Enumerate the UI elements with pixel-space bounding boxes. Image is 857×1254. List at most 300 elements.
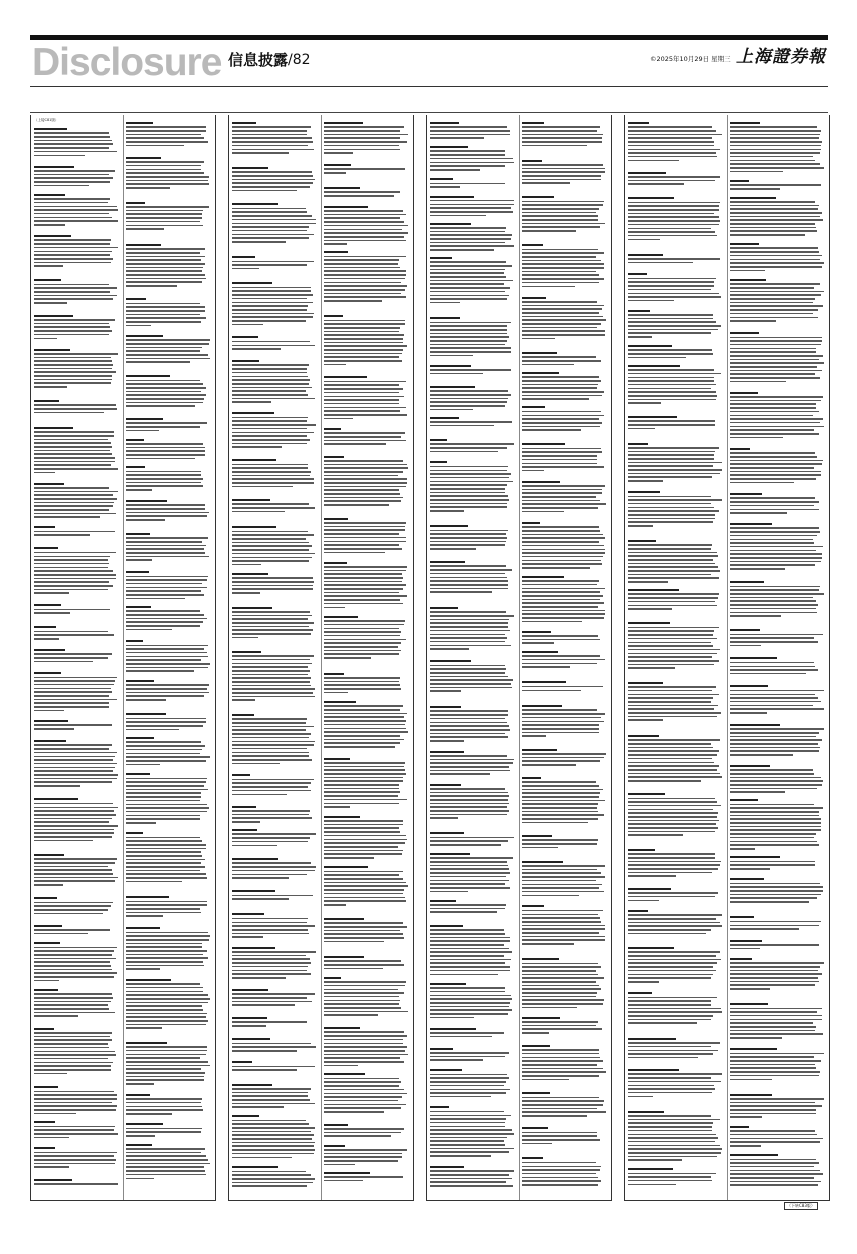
text-line (232, 439, 310, 441)
paragraph-heading-line (232, 607, 272, 609)
text-line (628, 1019, 711, 1021)
text-line (522, 728, 599, 730)
text-line (324, 384, 399, 386)
announcement-paragraph (430, 386, 514, 413)
text-line (522, 713, 605, 715)
text-line (324, 293, 401, 295)
text-line (34, 439, 108, 441)
paragraph-heading-line (126, 1144, 152, 1146)
text-line (430, 883, 505, 885)
text-line (34, 873, 113, 875)
text-line (430, 908, 505, 910)
text-line (430, 929, 504, 931)
paragraph-heading-line (126, 202, 145, 204)
text-line (730, 973, 822, 975)
text-line (126, 552, 205, 554)
text-line (730, 411, 819, 413)
text-line (324, 225, 408, 227)
text-line (430, 872, 510, 874)
text-line (730, 844, 819, 846)
text-line (126, 314, 200, 316)
text-line (628, 861, 721, 863)
text-line (34, 818, 112, 820)
text-line (430, 584, 508, 586)
announcement-paragraph (126, 375, 210, 409)
text-line (730, 608, 816, 610)
announcement-paragraph (232, 651, 316, 703)
paragraph-heading-line (232, 360, 259, 362)
announcement-paragraph (522, 372, 606, 402)
text-line (628, 336, 652, 338)
text-line (324, 728, 406, 730)
text-line (324, 746, 395, 748)
text-line (126, 1020, 208, 1022)
text-line (730, 156, 813, 158)
text-line (232, 786, 308, 788)
text-line (34, 213, 109, 215)
announcement-paragraph (324, 1172, 408, 1184)
announcement-paragraph (430, 1048, 514, 1063)
text-line (126, 1079, 204, 1081)
text-line (628, 1015, 713, 1017)
announcement-paragraph (324, 456, 408, 508)
text-line (324, 500, 401, 502)
text-line (126, 699, 166, 701)
text-line (730, 589, 819, 591)
text-line (522, 822, 588, 824)
announcement-paragraph (730, 243, 824, 273)
paragraph-heading-line (522, 372, 559, 374)
announcement-paragraph (730, 523, 824, 572)
text-line (522, 895, 579, 897)
text-line (232, 794, 287, 796)
text-line (324, 274, 406, 276)
announcement-paragraph (522, 651, 606, 670)
text-line (730, 149, 821, 151)
text-line (522, 395, 602, 397)
text-line (730, 426, 824, 428)
text-line (522, 1032, 549, 1034)
text-line (126, 1065, 210, 1067)
text-line (730, 320, 776, 322)
text-line (430, 679, 513, 681)
text-line (628, 933, 706, 935)
text-line (232, 394, 308, 396)
text-line (232, 182, 313, 184)
text-line (430, 788, 505, 790)
text-line (34, 1137, 69, 1139)
text-line (430, 755, 507, 757)
text-line (628, 296, 721, 298)
paragraph-heading-line (232, 167, 268, 169)
text-line (730, 921, 821, 923)
text-line (126, 943, 202, 945)
text-line (522, 463, 597, 465)
text-line (324, 320, 405, 322)
text-line (126, 859, 205, 861)
text-line (430, 991, 505, 993)
text-line (730, 298, 815, 300)
text-line (628, 258, 720, 260)
text-line (34, 1008, 109, 1010)
text-line (730, 1177, 814, 1179)
text-line (730, 944, 819, 946)
text-line (232, 744, 314, 746)
text-line (430, 1056, 505, 1058)
text-line (430, 183, 505, 185)
text-line (628, 525, 653, 527)
announcement-paragraph (324, 956, 408, 971)
text-line (324, 137, 400, 139)
text-line (628, 424, 715, 426)
text-line (232, 1106, 284, 1108)
text-line (232, 175, 313, 177)
announcement-paragraph (34, 1179, 118, 1187)
text-line (232, 633, 311, 635)
text-line (730, 509, 819, 511)
paragraph-heading-line (34, 649, 65, 651)
text-line (126, 822, 156, 824)
text-line (522, 936, 605, 938)
text-line (232, 997, 307, 999)
text-line (522, 356, 596, 358)
announcement-paragraph (34, 349, 118, 390)
masthead-bottom-rule (30, 86, 828, 87)
text-line (126, 354, 208, 356)
text-line (34, 724, 112, 726)
text-line (628, 548, 711, 550)
text-line (522, 760, 600, 762)
text-line (730, 251, 819, 253)
text-line (232, 737, 309, 739)
text-line (430, 1092, 506, 1094)
text-line (324, 504, 389, 506)
text-line (232, 478, 314, 480)
text-line (34, 767, 115, 769)
text-line (324, 403, 399, 405)
text-line (430, 803, 509, 805)
text-line (232, 467, 308, 469)
announcement-paragraph (324, 518, 408, 556)
text-line (522, 422, 602, 424)
text-line (628, 997, 717, 999)
text-line (34, 170, 115, 172)
text-line (730, 407, 816, 409)
announcement-paragraph (628, 540, 722, 585)
text-line (522, 876, 605, 878)
text-line (232, 814, 309, 816)
masthead-top-rule (30, 35, 828, 40)
text-line (430, 150, 505, 152)
text-line (522, 999, 604, 1001)
text-line (126, 904, 207, 906)
announcement-paragraph (126, 606, 210, 633)
text-line (34, 688, 111, 690)
text-line (430, 215, 486, 217)
text-line (522, 996, 596, 998)
text-line (730, 205, 819, 207)
text-line (232, 622, 314, 624)
announcement-paragraph (324, 866, 408, 907)
text-line (628, 126, 712, 128)
text-line (730, 340, 822, 342)
text-line (730, 373, 815, 375)
text-line (522, 212, 596, 214)
text-line (34, 174, 109, 176)
text-line (126, 629, 172, 631)
announcement-paragraph (628, 310, 722, 340)
text-line (730, 463, 822, 465)
paragraph-heading-line (34, 1121, 55, 1123)
text-line (730, 1113, 816, 1115)
text-line (324, 599, 400, 601)
paragraph-heading-line (324, 376, 367, 378)
text-line (522, 338, 555, 340)
text-line (232, 383, 309, 385)
text-line (232, 560, 309, 562)
text-line (730, 1067, 816, 1069)
text-line (628, 1057, 698, 1059)
text-line (628, 892, 718, 894)
text-line (126, 901, 207, 903)
text-line (232, 443, 307, 445)
text-line (232, 1138, 312, 1140)
paragraph-heading-line (430, 607, 458, 609)
text-line (522, 330, 605, 332)
text-line (126, 512, 209, 514)
text-line (730, 736, 816, 738)
announcement-paragraph (324, 428, 408, 447)
text-line (324, 300, 382, 302)
text-line (324, 467, 408, 469)
text-line (232, 1004, 295, 1006)
text-line (34, 284, 109, 286)
text-line (34, 677, 117, 679)
text-line (232, 1178, 315, 1180)
text-line (522, 130, 597, 132)
text-line (126, 1135, 155, 1137)
text-line (232, 918, 308, 920)
paragraph-heading-line (430, 196, 474, 198)
text-line (324, 581, 402, 583)
text-line (232, 234, 314, 236)
announcement-paragraph (730, 122, 824, 174)
text-line (628, 951, 720, 953)
text-line (628, 373, 721, 375)
paragraph-heading-line (126, 244, 161, 246)
text-line (522, 429, 581, 431)
paragraph-heading-line (324, 251, 348, 253)
text-line (34, 1015, 78, 1017)
text-line (730, 669, 818, 671)
text-line (522, 301, 597, 303)
paragraph-heading-line (730, 448, 750, 450)
text-line (430, 944, 504, 946)
text-line (522, 735, 546, 737)
text-line (430, 619, 509, 621)
announcement-paragraph (126, 979, 210, 1031)
announcement-paragraph (628, 1111, 722, 1163)
text-line (522, 963, 598, 965)
text-line (730, 377, 820, 379)
text-line (730, 497, 815, 499)
announcement-paragraph (126, 418, 210, 433)
text-line (324, 981, 406, 983)
text-line (324, 392, 399, 394)
text-line (232, 309, 307, 311)
text-line (430, 295, 509, 297)
text-line (730, 313, 813, 315)
text-line (430, 648, 469, 650)
text-line (232, 424, 316, 426)
text-line (430, 242, 505, 244)
text-line (628, 581, 668, 583)
text-line (324, 846, 398, 848)
text-line (628, 428, 655, 430)
text-line (126, 576, 208, 578)
text-line (730, 262, 824, 264)
text-line (430, 773, 490, 775)
text-line (628, 1050, 718, 1052)
text-line (126, 811, 207, 813)
text-line (628, 1092, 712, 1094)
text-line (430, 333, 507, 335)
text-line (232, 755, 309, 757)
text-line (324, 145, 399, 147)
text-line (126, 358, 210, 360)
text-line (126, 1027, 162, 1029)
text-line (126, 725, 203, 727)
paragraph-heading-line (522, 196, 554, 198)
text-line (628, 480, 663, 482)
text-line (232, 553, 315, 555)
paragraph-heading-line (324, 1124, 348, 1126)
text-line (34, 326, 110, 328)
text-line (126, 1068, 201, 1070)
text-line (430, 390, 508, 392)
text-line (232, 211, 307, 213)
text-line (324, 334, 404, 336)
text-line (34, 386, 67, 388)
announcement-paragraph (126, 571, 210, 601)
text-line (430, 683, 511, 685)
text-line (324, 635, 400, 637)
text-line (522, 642, 554, 644)
text-line (324, 573, 402, 575)
text-line (34, 323, 109, 325)
text-line (522, 988, 601, 990)
text-line (430, 473, 511, 475)
text-line (324, 831, 400, 833)
text-line (730, 283, 820, 285)
text-line (126, 983, 200, 985)
announcement-paragraph (232, 360, 316, 405)
paragraph-heading-line (628, 122, 649, 124)
text-line (730, 712, 767, 714)
announcement-paragraph (730, 1126, 824, 1149)
announcement-paragraph (324, 1124, 408, 1139)
paragraph-heading-line (730, 724, 780, 726)
text-line (430, 959, 511, 961)
paragraph-heading-line (730, 958, 752, 960)
paragraph-heading-line (232, 573, 268, 575)
text-line (430, 265, 512, 267)
paragraph-heading-line (730, 1154, 778, 1156)
paragraph-heading-line (126, 335, 163, 337)
paragraph-heading-line (324, 866, 368, 868)
text-line (34, 810, 114, 812)
paragraph-heading-line (126, 500, 167, 502)
text-line (430, 373, 483, 375)
text-line (232, 779, 314, 781)
text-line (126, 848, 206, 850)
announcement-paragraph (628, 491, 722, 529)
paragraph-heading-line (522, 861, 563, 863)
paragraph-heading-line (730, 581, 764, 583)
text-line (232, 833, 316, 835)
text-line (324, 878, 403, 880)
text-line (34, 254, 110, 256)
text-line (522, 1132, 597, 1134)
text-line (522, 1068, 603, 1070)
announcement-paragraph (430, 439, 514, 454)
text-line (126, 537, 208, 539)
text-line (628, 597, 718, 599)
text-line (628, 262, 693, 264)
text-line (324, 933, 403, 935)
text-line (232, 324, 263, 326)
announcement-paragraph (126, 244, 210, 289)
text-line (324, 134, 408, 136)
text-line (430, 1059, 483, 1061)
text-line (730, 1037, 782, 1039)
text-line (730, 1141, 820, 1143)
text-line (430, 615, 514, 617)
text-line (730, 1056, 814, 1058)
text-line (430, 806, 507, 808)
text-line (232, 435, 307, 437)
announcement-paragraph (628, 947, 722, 985)
paragraph-heading-line (730, 856, 780, 858)
text-line (430, 272, 504, 274)
text-line (34, 338, 57, 340)
announcement-paragraph (628, 735, 722, 784)
paragraph-heading-line (126, 122, 153, 124)
text-line (730, 564, 815, 566)
text-line (126, 756, 210, 758)
text-line (430, 1185, 513, 1187)
text-line (628, 747, 713, 749)
text-line (126, 1050, 207, 1052)
text-line (430, 668, 506, 670)
text-line (730, 163, 820, 165)
text-line (232, 417, 308, 419)
text-line (126, 800, 200, 802)
text-line (730, 294, 821, 296)
announcement-paragraph (34, 279, 118, 306)
paragraph-heading-line (126, 298, 146, 300)
text-line (628, 216, 719, 218)
text-line (34, 334, 109, 336)
text-line (730, 641, 818, 643)
text-line (232, 577, 313, 579)
text-line (232, 841, 308, 843)
text-line (126, 145, 184, 147)
text-line (126, 618, 207, 620)
text-line (34, 185, 89, 187)
text-line (628, 653, 717, 655)
text-line (126, 217, 202, 219)
